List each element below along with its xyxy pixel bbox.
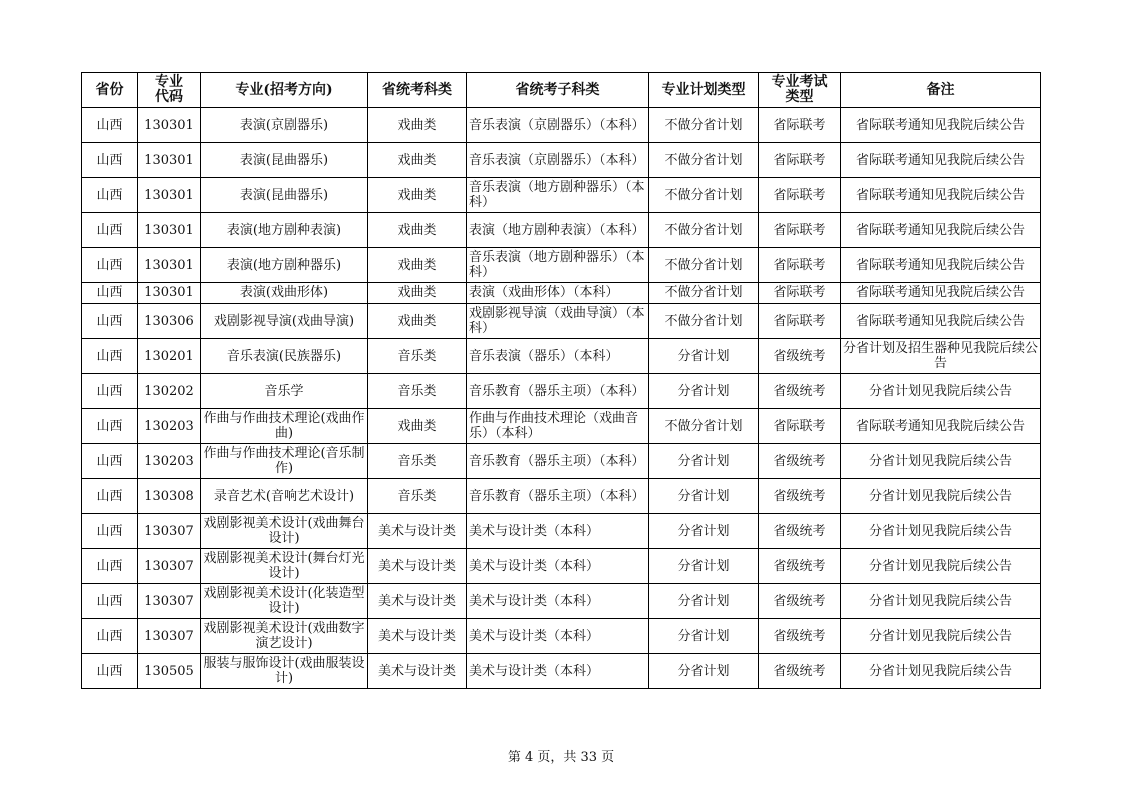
- cell-province: 山西: [82, 619, 138, 654]
- cell-major-code: 130307: [138, 584, 201, 619]
- cell-plan-type: 分省计划: [649, 339, 759, 374]
- header-plan-type: 专业计划类型: [649, 73, 759, 108]
- cell-major-code: 130301: [138, 143, 201, 178]
- cell-major-code: 130301: [138, 248, 201, 283]
- cell-province: 山西: [82, 283, 138, 304]
- cell-remarks: 分省计划见我院后续公告: [841, 549, 1041, 584]
- cell-major: 作曲与作曲技术理论(音乐制作): [201, 444, 368, 479]
- cell-exam-type: 省际联考: [759, 108, 841, 143]
- cell-exam-category: 戏曲类: [368, 108, 467, 143]
- cell-remarks: 分省计划见我院后续公告: [841, 584, 1041, 619]
- cell-remarks: 省际联考通知见我院后续公告: [841, 178, 1041, 213]
- cell-exam-subcategory: 表演（戏曲形体）（本科）: [467, 283, 649, 304]
- cell-exam-category: 音乐类: [368, 339, 467, 374]
- cell-exam-category: 美术与设计类: [368, 514, 467, 549]
- cell-exam-category: 戏曲类: [368, 178, 467, 213]
- cell-province: 山西: [82, 143, 138, 178]
- cell-plan-type: 分省计划: [649, 374, 759, 409]
- cell-exam-type: 省际联考: [759, 409, 841, 444]
- table-row: [82, 108, 1041, 143]
- cell-exam-category: 戏曲类: [368, 409, 467, 444]
- cell-province: 山西: [82, 339, 138, 374]
- cell-exam-subcategory: 美术与设计类（本科）: [467, 619, 649, 654]
- cell-remarks: 分省计划见我院后续公告: [841, 619, 1041, 654]
- cell-exam-subcategory: 音乐表演（地方剧种器乐）（本科）: [467, 178, 649, 213]
- header-exam-category: 省统考科类: [368, 73, 467, 108]
- cell-major: 音乐表演(民族器乐): [201, 339, 368, 374]
- cell-exam-subcategory: 作曲与作曲技术理论（戏曲音乐）（本科）: [467, 409, 649, 444]
- cell-exam-subcategory: 美术与设计类（本科）: [467, 549, 649, 584]
- cell-province: 山西: [82, 654, 138, 689]
- cell-plan-type: 分省计划: [649, 514, 759, 549]
- table-row: [82, 619, 1041, 654]
- cell-exam-category: 戏曲类: [368, 213, 467, 248]
- cell-exam-category: 戏曲类: [368, 143, 467, 178]
- cell-exam-subcategory: 音乐表演（京剧器乐）（本科）: [467, 143, 649, 178]
- cell-major-code: 130306: [138, 304, 201, 339]
- cell-major-code: 130203: [138, 444, 201, 479]
- cell-remarks: 省际联考通知见我院后续公告: [841, 213, 1041, 248]
- cell-exam-category: 音乐类: [368, 479, 467, 514]
- table-row: [82, 304, 1041, 339]
- cell-exam-type: 省级统考: [759, 479, 841, 514]
- table-row: [82, 444, 1041, 479]
- cell-exam-type: 省际联考: [759, 178, 841, 213]
- cell-exam-type: 省际联考: [759, 304, 841, 339]
- admissions-table: [81, 72, 1041, 689]
- table-row: [82, 479, 1041, 514]
- header-exam-type: 专业考试类型: [759, 73, 841, 108]
- cell-exam-type: 省级统考: [759, 584, 841, 619]
- cell-exam-subcategory: 音乐教育（器乐主项）（本科）: [467, 444, 649, 479]
- header-major-code: 专业代码: [138, 73, 201, 108]
- cell-province: 山西: [82, 304, 138, 339]
- cell-exam-subcategory: 戏剧影视导演（戏曲导演）（本科）: [467, 304, 649, 339]
- cell-province: 山西: [82, 108, 138, 143]
- cell-exam-subcategory: 音乐教育（器乐主项）（本科）: [467, 374, 649, 409]
- cell-exam-category: 音乐类: [368, 374, 467, 409]
- cell-major-code: 130301: [138, 213, 201, 248]
- cell-remarks: 分省计划及招生器种见我院后续公告: [841, 339, 1041, 374]
- cell-exam-type: 省级统考: [759, 619, 841, 654]
- cell-exam-type: 省级统考: [759, 444, 841, 479]
- cell-province: 山西: [82, 514, 138, 549]
- cell-remarks: 分省计划见我院后续公告: [841, 514, 1041, 549]
- cell-remarks: 省际联考通知见我院后续公告: [841, 283, 1041, 304]
- cell-exam-category: 美术与设计类: [368, 619, 467, 654]
- table-row: [82, 248, 1041, 283]
- cell-exam-subcategory: 音乐表演（器乐）（本科）: [467, 339, 649, 374]
- table-row: [82, 143, 1041, 178]
- table-row: [82, 654, 1041, 689]
- cell-province: 山西: [82, 409, 138, 444]
- cell-exam-type: 省级统考: [759, 339, 841, 374]
- cell-major: 表演(戏曲形体): [201, 283, 368, 304]
- cell-province: 山西: [82, 213, 138, 248]
- cell-major-code: 130301: [138, 178, 201, 213]
- cell-exam-subcategory: 表演（地方剧种表演）（本科）: [467, 213, 649, 248]
- cell-exam-subcategory: 美术与设计类（本科）: [467, 654, 649, 689]
- cell-major: 戏剧影视美术设计(戏曲舞台设计): [201, 514, 368, 549]
- cell-plan-type: 不做分省计划: [649, 409, 759, 444]
- cell-province: 山西: [82, 178, 138, 213]
- cell-remarks: 省际联考通知见我院后续公告: [841, 143, 1041, 178]
- cell-remarks: 省际联考通知见我院后续公告: [841, 108, 1041, 143]
- cell-province: 山西: [82, 374, 138, 409]
- table-body: [82, 108, 1041, 689]
- cell-exam-type: 省级统考: [759, 549, 841, 584]
- cell-province: 山西: [82, 248, 138, 283]
- cell-major-code: 130307: [138, 619, 201, 654]
- cell-plan-type: 不做分省计划: [649, 283, 759, 304]
- cell-major: 戏剧影视美术设计(戏曲数字演艺设计): [201, 619, 368, 654]
- table-row: [82, 213, 1041, 248]
- cell-exam-type: 省际联考: [759, 213, 841, 248]
- table-row: [82, 374, 1041, 409]
- cell-major-code: 130308: [138, 479, 201, 514]
- cell-major: 表演(昆曲器乐): [201, 178, 368, 213]
- cell-exam-type: 省级统考: [759, 374, 841, 409]
- cell-major: 音乐学: [201, 374, 368, 409]
- cell-major-code: 130203: [138, 409, 201, 444]
- cell-remarks: 分省计划见我院后续公告: [841, 479, 1041, 514]
- header-exam-subcategory: 省统考子科类: [467, 73, 649, 108]
- cell-major: 戏剧影视导演(戏曲导演): [201, 304, 368, 339]
- cell-remarks: 分省计划见我院后续公告: [841, 654, 1041, 689]
- cell-plan-type: 不做分省计划: [649, 213, 759, 248]
- cell-remarks: 分省计划见我院后续公告: [841, 444, 1041, 479]
- cell-plan-type: 不做分省计划: [649, 304, 759, 339]
- cell-exam-subcategory: 美术与设计类（本科）: [467, 514, 649, 549]
- table-row: [82, 514, 1041, 549]
- cell-major: 作曲与作曲技术理论(戏曲作曲): [201, 409, 368, 444]
- cell-plan-type: 分省计划: [649, 444, 759, 479]
- table-row: [82, 178, 1041, 213]
- cell-remarks: 分省计划见我院后续公告: [841, 374, 1041, 409]
- cell-remarks: 省际联考通知见我院后续公告: [841, 304, 1041, 339]
- cell-major-code: 130301: [138, 283, 201, 304]
- cell-major: 戏剧影视美术设计(舞台灯光设计): [201, 549, 368, 584]
- cell-major: 表演(地方剧种器乐): [201, 248, 368, 283]
- table-row: [82, 339, 1041, 374]
- cell-plan-type: 分省计划: [649, 479, 759, 514]
- cell-major-code: 130307: [138, 549, 201, 584]
- cell-major: 表演(昆曲器乐): [201, 143, 368, 178]
- cell-exam-type: 省际联考: [759, 283, 841, 304]
- cell-exam-category: 戏曲类: [368, 283, 467, 304]
- cell-major: 表演(京剧器乐): [201, 108, 368, 143]
- cell-plan-type: 不做分省计划: [649, 248, 759, 283]
- cell-plan-type: 不做分省计划: [649, 143, 759, 178]
- cell-exam-category: 美术与设计类: [368, 584, 467, 619]
- cell-major-code: 130202: [138, 374, 201, 409]
- cell-exam-type: 省际联考: [759, 248, 841, 283]
- cell-province: 山西: [82, 584, 138, 619]
- table-row: [82, 409, 1041, 444]
- cell-exam-category: 戏曲类: [368, 248, 467, 283]
- cell-province: 山西: [82, 549, 138, 584]
- cell-major: 戏剧影视美术设计(化装造型设计): [201, 584, 368, 619]
- cell-province: 山西: [82, 444, 138, 479]
- cell-remarks: 省际联考通知见我院后续公告: [841, 409, 1041, 444]
- header-major: 专业(招考方向): [201, 73, 368, 108]
- cell-exam-type: 省级统考: [759, 654, 841, 689]
- header-remarks: 备注: [841, 73, 1041, 108]
- table-row: [82, 283, 1041, 304]
- cell-province: 山西: [82, 479, 138, 514]
- cell-exam-category: 戏曲类: [368, 304, 467, 339]
- cell-plan-type: 分省计划: [649, 654, 759, 689]
- cell-exam-subcategory: 音乐表演（京剧器乐）（本科）: [467, 108, 649, 143]
- cell-plan-type: 分省计划: [649, 549, 759, 584]
- table-row: [82, 549, 1041, 584]
- cell-exam-type: 省际联考: [759, 143, 841, 178]
- cell-plan-type: 不做分省计划: [649, 108, 759, 143]
- cell-plan-type: 不做分省计划: [649, 178, 759, 213]
- header-province: 省份: [82, 73, 138, 108]
- cell-plan-type: 分省计划: [649, 619, 759, 654]
- cell-major: 服装与服饰设计(戏曲服装设计): [201, 654, 368, 689]
- cell-major-code: 130301: [138, 108, 201, 143]
- cell-major-code: 130505: [138, 654, 201, 689]
- cell-exam-type: 省级统考: [759, 514, 841, 549]
- cell-major-code: 130201: [138, 339, 201, 374]
- cell-exam-subcategory: 音乐教育（器乐主项）（本科）: [467, 479, 649, 514]
- cell-exam-category: 美术与设计类: [368, 549, 467, 584]
- table-row: [82, 584, 1041, 619]
- table-header-row: [82, 73, 1041, 108]
- cell-plan-type: 分省计划: [649, 584, 759, 619]
- cell-exam-category: 美术与设计类: [368, 654, 467, 689]
- cell-major-code: 130307: [138, 514, 201, 549]
- cell-major: 录音艺术(音响艺术设计): [201, 479, 368, 514]
- cell-exam-subcategory: 美术与设计类（本科）: [467, 584, 649, 619]
- cell-remarks: 省际联考通知见我院后续公告: [841, 248, 1041, 283]
- page-footer: 第 4 页，共 33 页: [507, 750, 615, 765]
- cell-exam-subcategory: 音乐表演（地方剧种器乐）（本科）: [467, 248, 649, 283]
- cell-exam-category: 音乐类: [368, 444, 467, 479]
- cell-major: 表演(地方剧种表演): [201, 213, 368, 248]
